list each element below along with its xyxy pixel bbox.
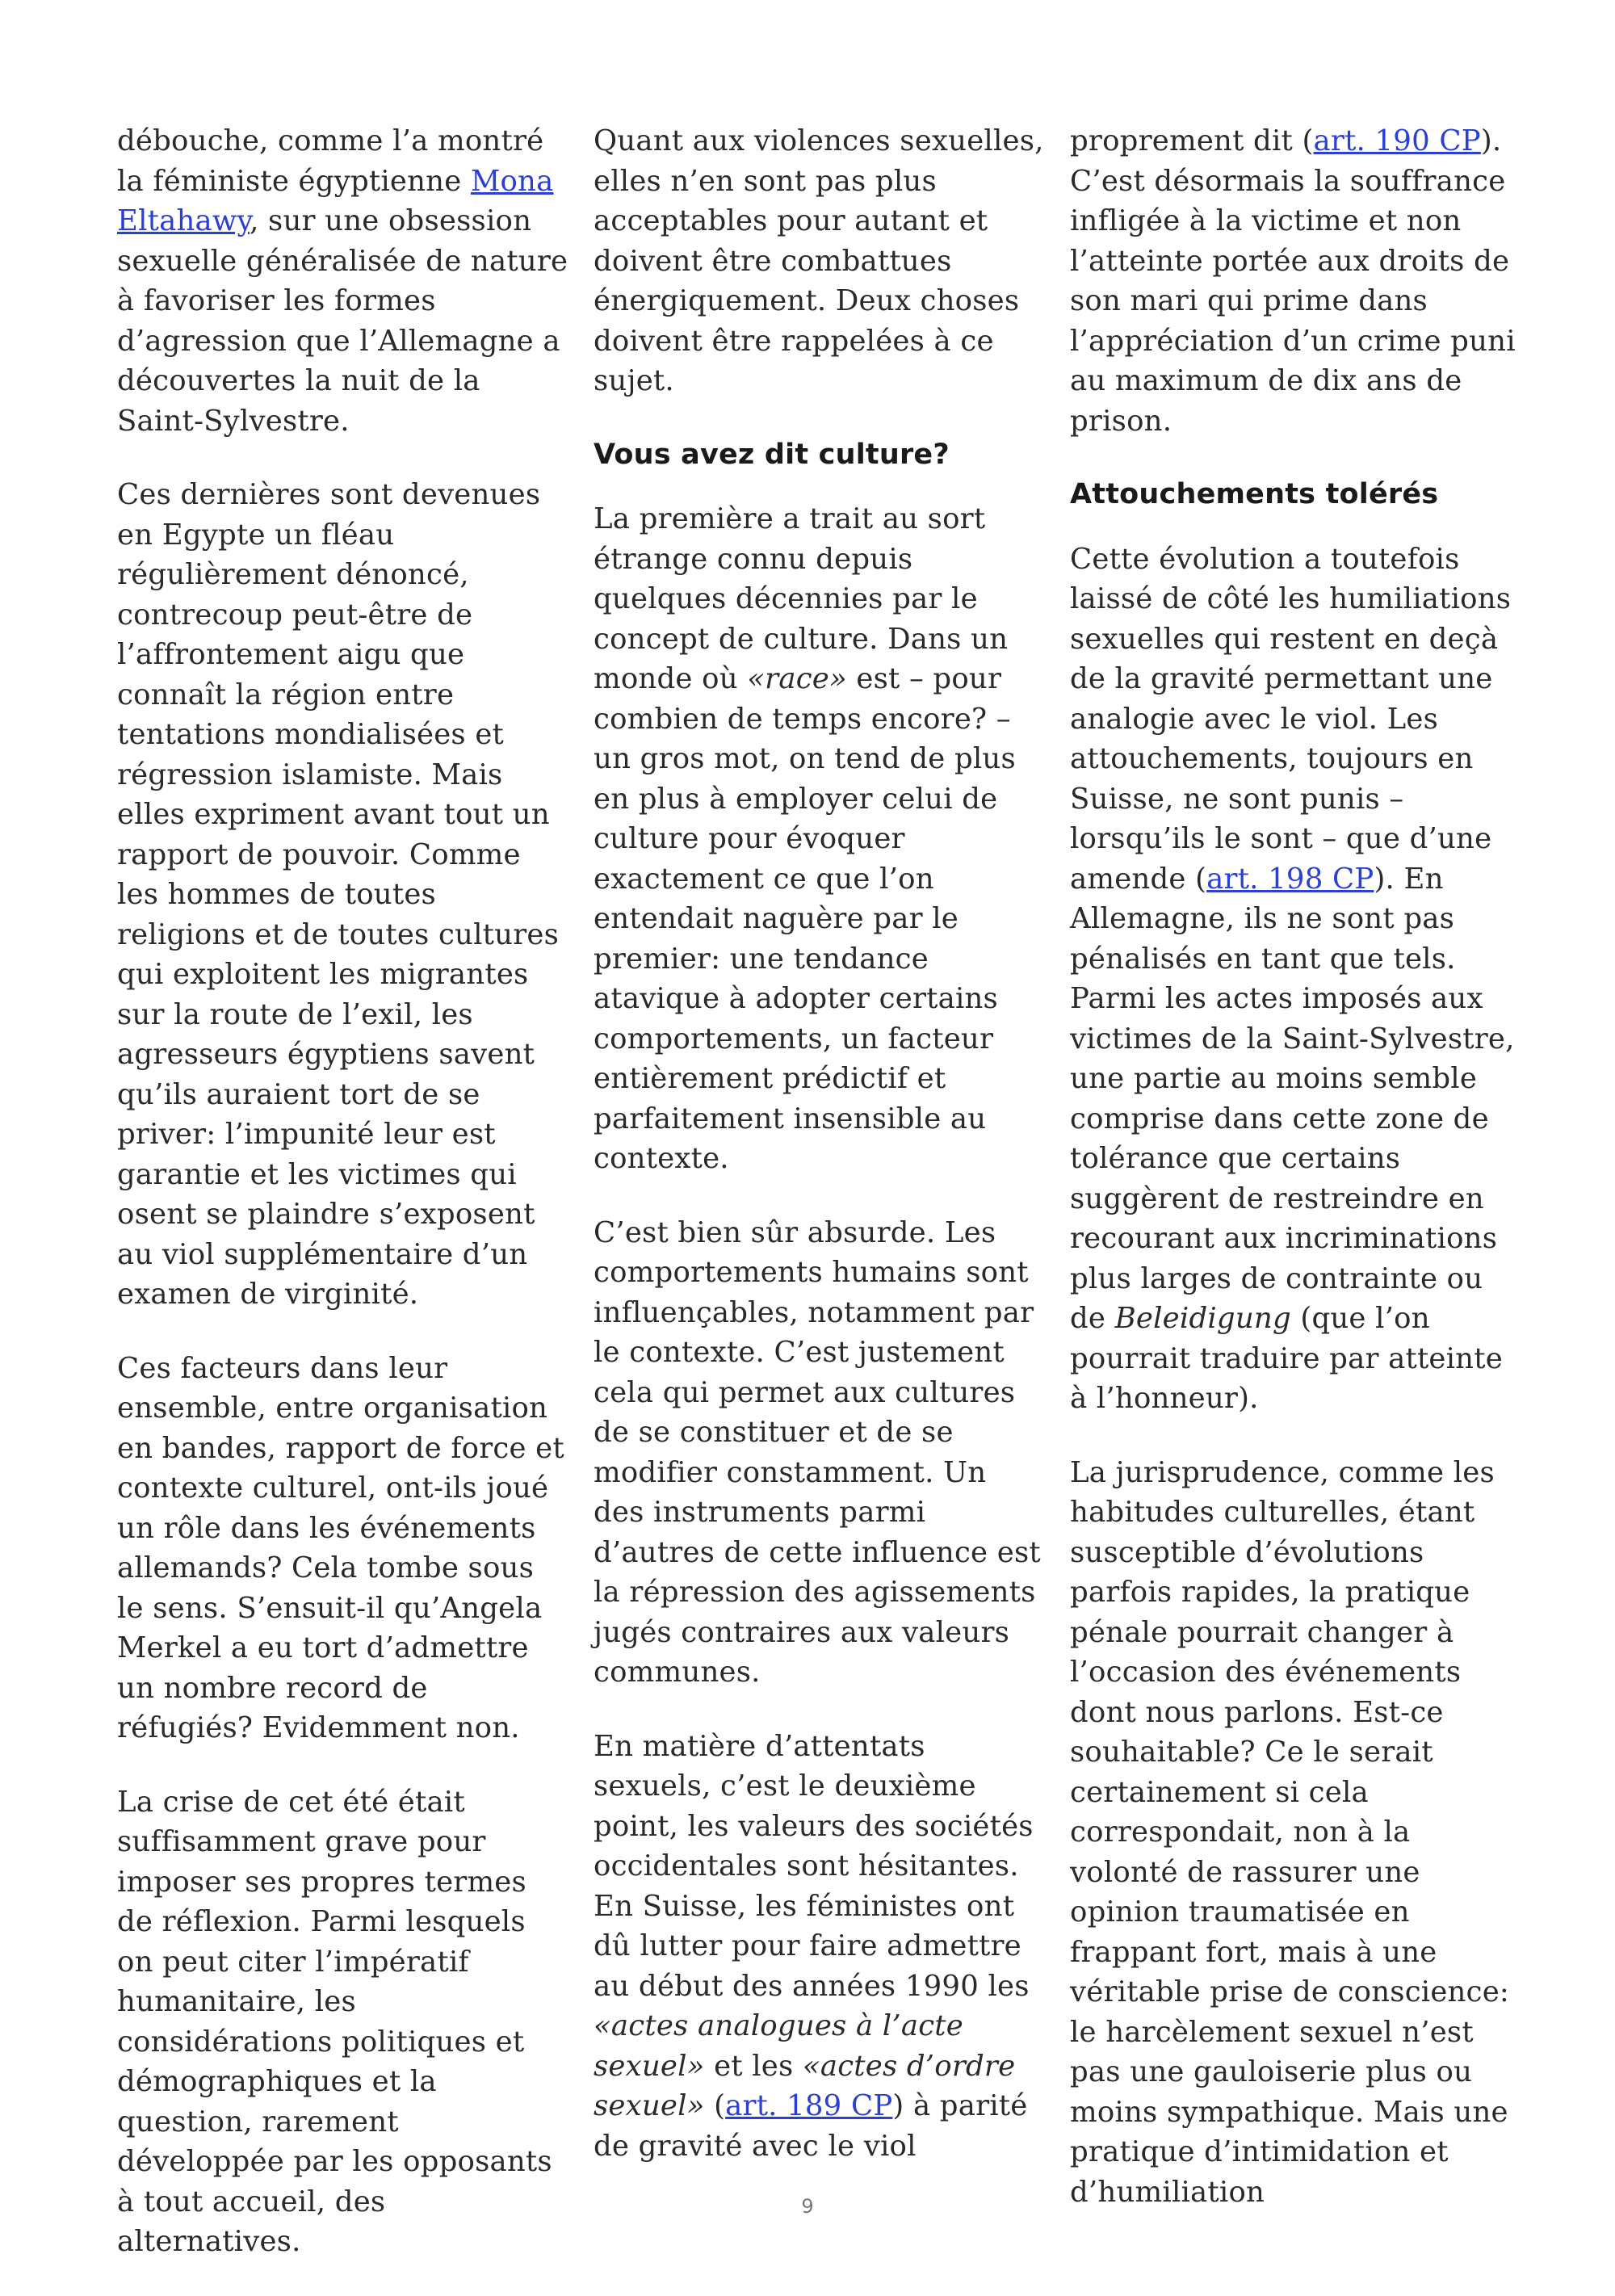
paragraph: Ces facteurs dans leur ensemble, entre organisation en bandes, rapport de force et contexte culturel, ont-ils joué un rôle dans les événements allemands? Cela tombe sous le sens. S’ensuit-il qu’Angela Merkel a eu tort d’admettre un nombre record de réfugiés? Evidemment non. [117,1351,564,1744]
page-number: 9 [801,2195,814,2218]
text-run: est – pour combien de temps encore? – un gros mot, on tend de plus en plus à employer celui de culture pour évoquer exactement ce que l’on entendait naguère par le premier: une tendance atavique à adopter certains comportements, un facteur entièrement prédictif et parfaitement insensible au contexte. [594,662,1016,1175]
paragraph [594,1727,1046,2167]
text-run: et les [704,2049,803,2083]
text-run: proprement dit ( [1070,124,1314,157]
text-run: ) à parité de gravité avec le viol [594,2089,1028,2163]
paragraph [594,499,1046,1179]
italic-text: Beleidigung [1114,1302,1291,1335]
paragraph [117,121,569,441]
text-run: , sur une obsession sexuelle généralisée de nature à favoriser les formes d’agression que l’Allemagne a découvertes la nuit de la Saint-Sylvestre. [117,204,568,438]
text-run: En matière d’attentats sexuels, c’est le deuxième point, les valeurs des sociétés occidentales sont hésitantes. En Suisse, les féministes ont dû lutter pour faire admettre au début des années 1990 les [594,1729,1034,2003]
paragraph: La crise de cet été était suffisamment grave pour imposer ses propres termes de réflexion. Parmi lesquels on peut citer l’impératif humanitaire, les considérations politiques et démographiques et la question, rarement développée par les opposants à tout accueil, des alternatives. [117,1785,552,2258]
italic-text: «race» [747,662,847,695]
text-run: La première a trait au sort étrange connu depuis quelques décennies par le concept de culture. Dans un monde où [594,502,1009,695]
column-1 [117,121,569,2296]
text-run: ( [704,2089,726,2122]
text-run: ). C’est désormais la souffrance infligée à la victime et non l’atteinte portée aux droits de son mari qui prime dans l’appréciation d’un crime puni au maximum de dix ans de prison. [1070,124,1516,438]
italic-text: «actes analogues à l’acte sexuel» [594,2009,963,2083]
column-3 [1070,121,1522,2246]
text-run: ). En Allemagne, ils ne sont pas pénalisés en tant que tels. Parmi les actes imposés aux victimes de la Saint-Sylvestre, une partie au moins semble comprise dans cette zone de tolérance que certains suggèrent de restreindre en recourant aux incriminations plus larges de contrainte ou de [1070,862,1515,1335]
text-run: débouche, comme l’a montré la féministe égyptienne [117,124,544,198]
paragraph [1070,539,1522,1419]
link-art-189-cp[interactable]: art. 189 CP [725,2089,893,2122]
paragraph [1070,121,1522,441]
paragraph: Quant aux violences sexuelles, elles n’en sont pas plus acceptables pour autant et doivent être combattues énergiquement. Deux choses doivent être rappelées à ce sujet. [594,124,1044,397]
paragraph: Ces dernières sont devenues en Egypte un fléau régulièrement dénoncé, contrecoup peut-être de l’affrontement aigu que connaît la région entre tentations mondialisées et régression islamiste. Mais elles expriment avant tout un rapport de pouvoir. Comme les hommes de toutes religions et de toutes cultures qui exploitent les migrantes sur la route de l’exil, les agresseurs égyptiens savent qu’ils auraient tort de se priver: l’impunité leur est garantie et les victimes qui osent se plaindre s’exposent au viol supplémentaire d’un examen de virginité. [117,478,559,1311]
link-mona-eltahawy[interactable]: Mona Eltahawy [117,164,554,237]
paragraph: C’est bien sûr absurde. Les comportements humains sont influençables, notamment par le contexte. C’est justement cela qui permet aux cultures de se constituer et de se modifier constamment. Un des instruments parmi d’autres de cette influence est la répression des agissements jugés contraires aux valeurs communes. [594,1215,1041,1689]
text-run: (que l’on pourrait traduire par atteinte à l’honneur). [1070,1302,1503,1415]
text-run: Cette évolution a toutefois laissé de côté les humiliations sexuelles qui restent en deçà de la gravité permettant une analogie avec le viol. Les attouchements, toujours en Suisse, ne sont punis – lorsqu’ils le sont – que d’une amende ( [1070,542,1512,896]
section-heading: Vous avez dit culture? [594,438,950,471]
section-heading: Attouchements tolérés [1070,478,1439,510]
paragraph: La jurisprudence, comme les habitudes culturelles, étant susceptible d’évolutions parfois rapides, la pratique pénale pourrait changer à l’occasion des événements dont nous parlons. Est-ce souhaitable? Ce le serait certainement si cela correspondait, non à la volonté de rassurer une opinion traumatisée en frappant fort, mais à une véritable prise de conscience: le harcèlement sexuel n’est pas une gauloiserie plus ou moins sympathique. Mais une pratique d’intimidation et d’humiliation [1070,1455,1510,2209]
column-2 [594,121,1046,2200]
italic-text: «actes d’ordre sexuel» [594,2049,1016,2122]
link-art-190-cp[interactable]: art. 190 CP [1313,124,1481,157]
link-art-198-cp[interactable]: art. 198 CP [1206,862,1374,896]
